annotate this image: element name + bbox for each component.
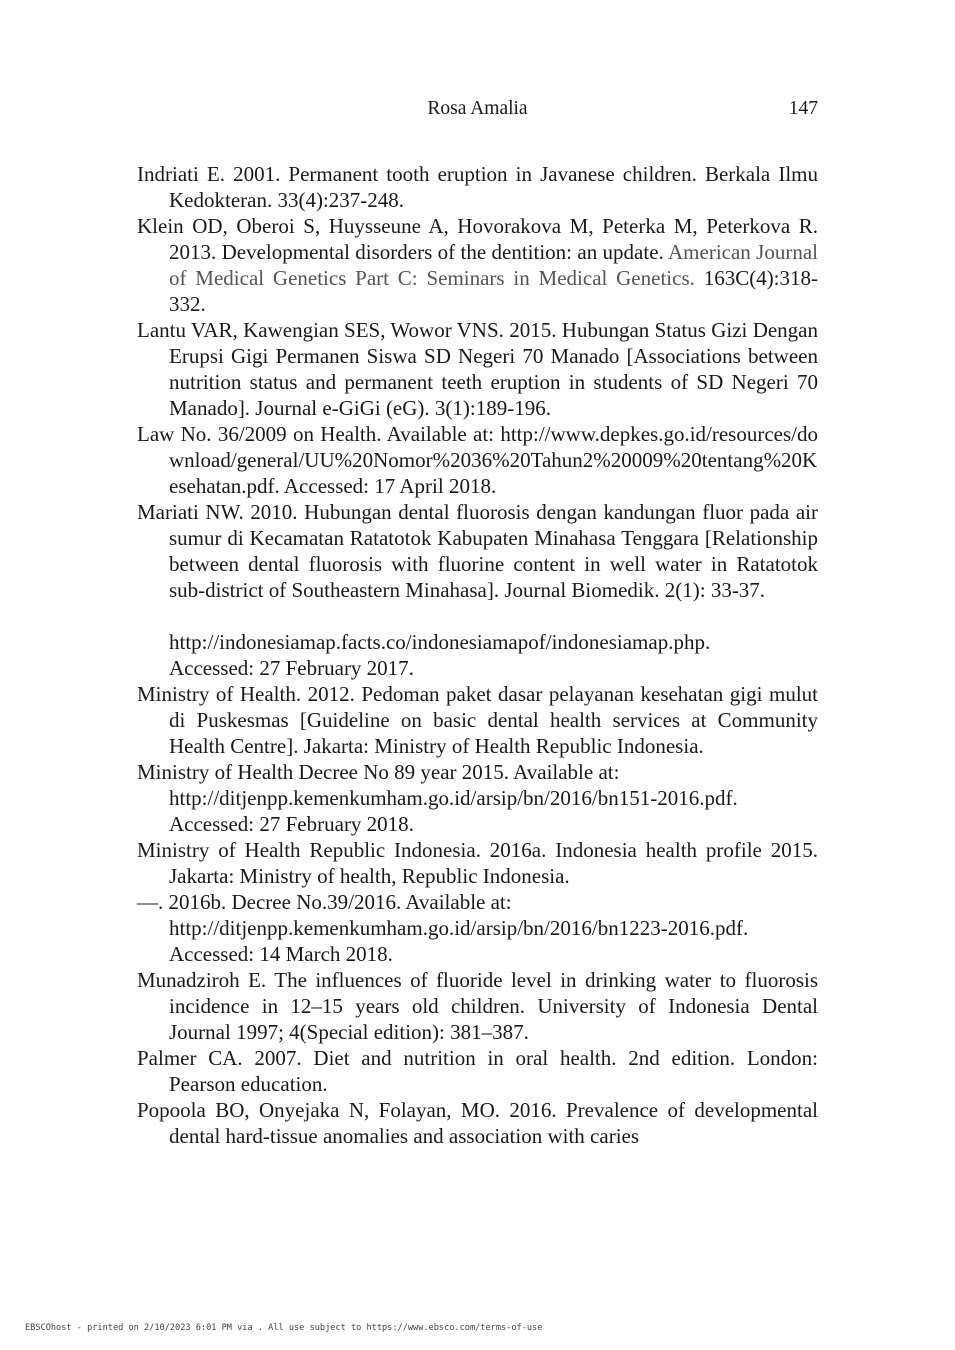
- reference-indonesiamap-accessed: Accessed: 27 February 2017.: [169, 656, 414, 680]
- reference-decree89-lead: Ministry of Health Decree No 89 year 2015. Available at:: [137, 760, 620, 784]
- reference-decree89-url[interactable]: http://ditjenpp.kemenkumham.go.id/arsip/bn/2016/bn151-2016.pdf.: [169, 786, 738, 810]
- reference-gap: [137, 603, 818, 629]
- reference-law-tail: Accessed: 17 April 2018.: [283, 474, 497, 498]
- reference-moh-2016b: [137, 889, 818, 967]
- reference-klein-2013: [137, 213, 818, 317]
- running-head-author: Rosa Amalia: [427, 98, 528, 119]
- reference-2016b-tail: Accessed: 14 March 2018.: [169, 942, 393, 966]
- reference-moh-2016a: Ministry of Health Republic Indonesia. 2016a. Indonesia health profile 2015. Jakarta: Ministry of health, Republic Indonesia.: [137, 838, 818, 888]
- running-head: [137, 96, 818, 122]
- reference-2016b-url[interactable]: http://ditjenpp.kemenkumham.go.id/arsip/bn/2016/bn1223-2016.pdf.: [169, 916, 749, 940]
- reference-decree89-tail: Accessed: 27 February 2018.: [169, 812, 414, 836]
- ebscohost-footer: EBSCOhost - printed on 2/10/2023 6:01 PM via . All use subject to https://www.ebsco.com/terms-of-use: [25, 1323, 543, 1333]
- reference-moh-decree-89: [137, 759, 818, 837]
- reference-moh-2012: Ministry of Health. 2012. Pedoman paket dasar pelayanan kesehatan gigi mulut di Puskesmas [Guideline on basic dental health services at Community Health Centre]. Jakarta: Ministry of Health Republic Indonesia.: [137, 682, 818, 758]
- page-number: 147: [788, 98, 818, 119]
- reference-indonesiamap-url[interactable]: http://indonesiamap.facts.co/indonesiamapof/indonesiamap.php.: [169, 630, 711, 654]
- reference-law-lead: Law No. 36/2009 on Health. Available at:: [137, 422, 495, 446]
- reference-palmer-2007: Palmer CA. 2007. Diet and nutrition in oral health. 2nd edition. London: Pearson education.: [137, 1046, 818, 1096]
- reference-lantu-2015: Lantu VAR, Kawengian SES, Wowor VNS. 2015. Hubungan Status Gizi Dengan Erupsi Gigi Permanen Siswa SD Negeri 70 Manado [Associations between nutrition status and permanent teeth eruption in students of SD Negeri 70 Manado]. Journal e-GiGi (eG). 3(1):189-196.: [137, 318, 818, 420]
- reference-klein-journal: American Journal of Medical Genetics Part C: Seminars in Medical Genetics.: [169, 240, 818, 290]
- reference-indriati-2001: Indriati E. 2001. Permanent tooth eruption in Javanese children. Berkala Ilmu Kedokteran. 33(4):237-248.: [137, 162, 818, 212]
- reference-klein-lead: Klein OD, Oberoi S, Huysseune A, Hovorakova M, Peterka M, Peterkova R. 2013. Developmental disorders of the dentition: an update.: [137, 214, 818, 264]
- reference-munadziroh-1997: Munadziroh E. The influences of fluoride level in drinking water to fluorosis incidence in 12–15 years old children. University of Indonesia Dental Journal 1997; 4(Special edition): 381–387.: [137, 968, 818, 1044]
- reference-law-36-2009: [137, 421, 818, 499]
- reference-list: [137, 161, 818, 1149]
- reference-popoola-2016: Popoola BO, Onyejaka N, Folayan, MO. 2016. Prevalence of developmental dental hard-tissue anomalies and association with caries: [137, 1098, 818, 1148]
- reference-mariati-2010: Mariati NW. 2010. Hubungan dental fluorosis dengan kandungan fluor pada air sumur di Kecamatan Ratatotok Kabupaten Minahasa Tenggara [Relationship between dental fluorosis with fluorine content in well water in Ratatotok sub-district of Southeastern Minahasa]. Journal Biomedik. 2(1): 33-37.: [137, 500, 818, 602]
- reference-2016b-lead: —. 2016b. Decree No.39/2016. Available at:: [137, 890, 512, 914]
- reference-klein-tail: 163C(4):318-332.: [169, 266, 819, 316]
- reference-law-url[interactable]: http://www.depkes.go.id/resources/download/general/UU%20Nomor%2036%20Tahun2%20009%20tentang%20Kesehatan.pdf.: [169, 422, 818, 498]
